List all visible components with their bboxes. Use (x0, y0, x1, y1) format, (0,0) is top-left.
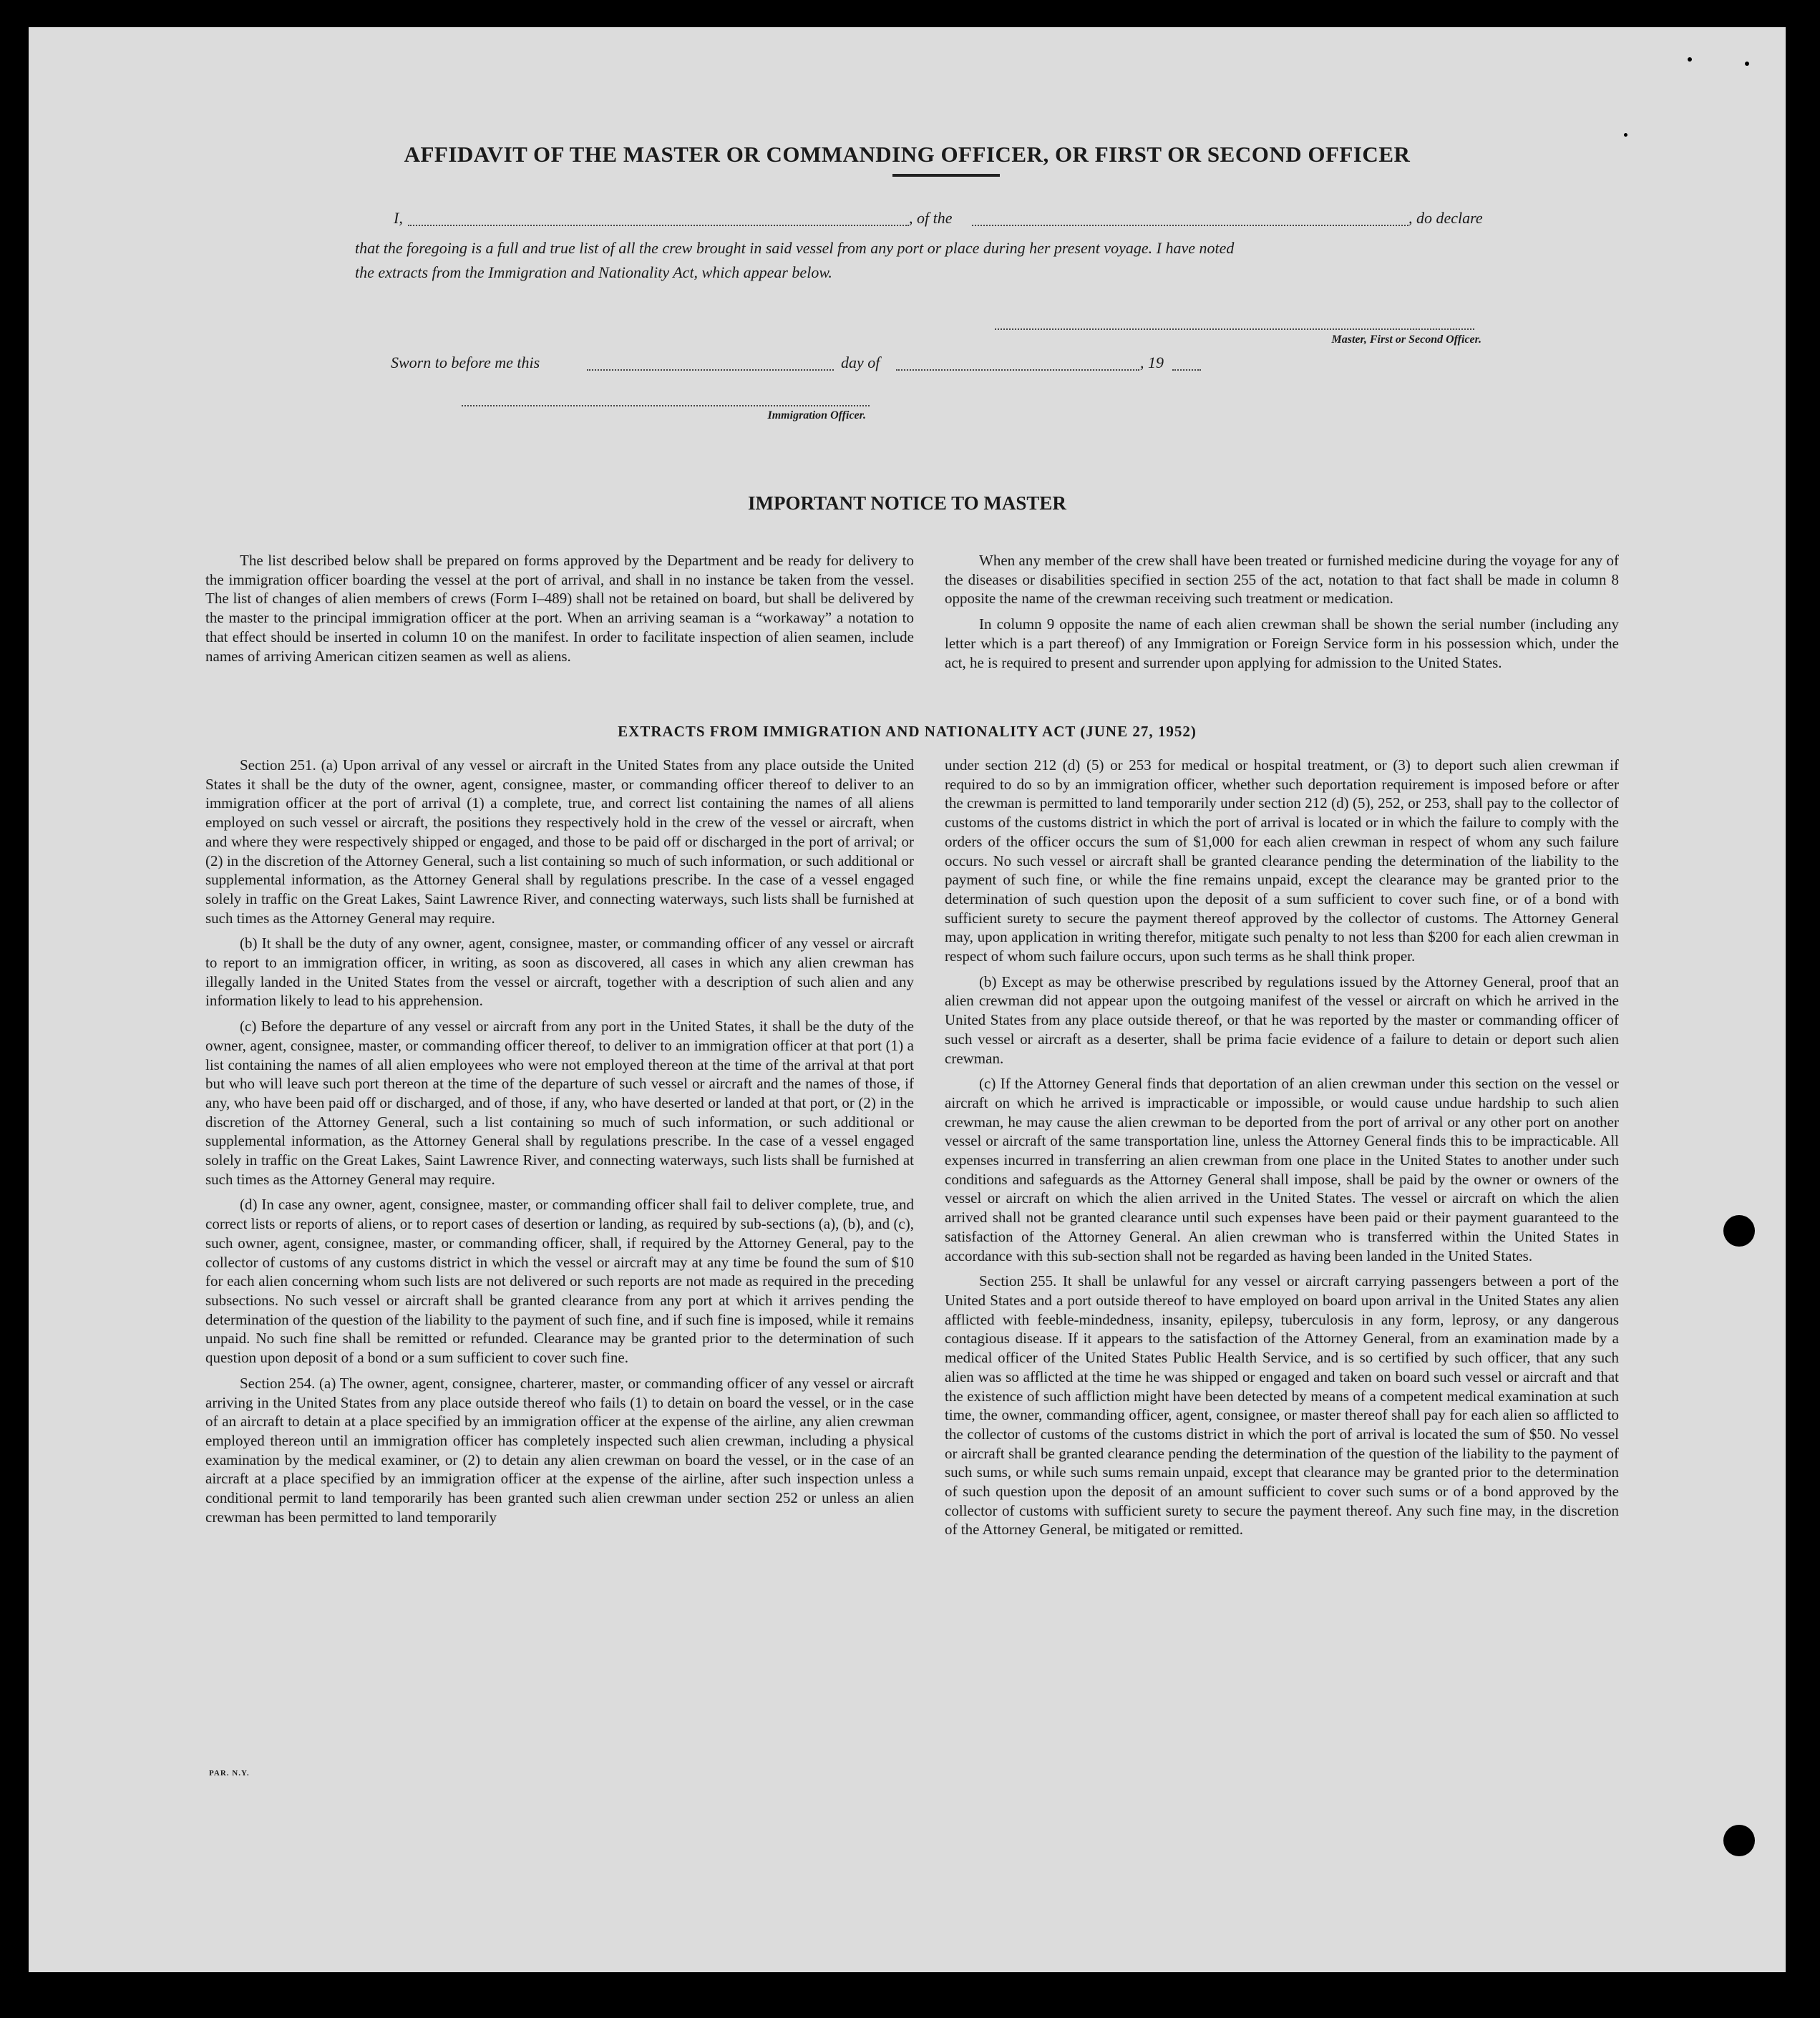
punch-hole-upper (1723, 1215, 1755, 1247)
sworn-month-field[interactable] (896, 369, 1139, 371)
label-of-the: , of the (909, 209, 953, 227)
notice-right-paragraph-2: In column 9 opposite the name of each alien crewman shall be shown the serial number (including any letter which is a part thereof) of any Immigration or Foreign Service form in his possession which, under the act, he is required to present and surrender upon applying for admission to the United States. (945, 615, 1619, 671)
sworn-day-field[interactable] (587, 369, 834, 371)
printer-mark: PAR. N.Y. (209, 1769, 250, 1778)
notice-right-paragraph-1: When any member of the crew shall have been treated or furnished medicine during the voyage for any of the diseases or disabilities specified in section 255 of the act, notation to that fact shall be made in column 8 opposite the name of the crewman receiving such treatment or medication. (945, 552, 1619, 608)
title-rule (892, 174, 1000, 177)
officer-signature-line[interactable] (462, 405, 870, 406)
affidavit-title: AFFIDAVIT OF THE MASTER OR COMMANDING OFFICER, OR FIRST OR SECOND OFFICER (404, 142, 1411, 167)
notice-heading: IMPORTANT NOTICE TO MASTER (748, 492, 1066, 514)
form-sheet (29, 27, 1786, 1972)
extracts-heading: EXTRACTS FROM IMMIGRATION AND NATIONALITY ACT (JUNE 27, 1952) (618, 723, 1197, 740)
extracts-left-column (205, 756, 914, 1533)
declaration-line-2: that the foregoing is a full and true list of all the crew brought in said vessel from any port or place during her present voyage. I have noted (355, 239, 1235, 257)
section-251-d: (d) In case any owner, agent, consignee, master, or commanding officer shall fail to deliver complete, true, and correct lists or reports of aliens, or to report cases of desertion or landing, as required by sub-sections (a), (b), and (c), such owner, agent, consignee, master, or commanding officer, shall, if required by the Attorney General, pay to the collector of customs of any customs district in which the vessel or aircraft may at any time be found the sum of $10 for each alien concerning whom such lists are not delivered or such reports are not made as required in the preceding subsections. No such vessel or aircraft shall be granted clearance from any port at which it arrives pending the determination of the question of the liability to the payment of such fine, and if such fine is imposed, while it remains unpaid. No such fine shall be remitted or refunded. Clearance may be granted prior to the determination of such question upon deposit of a bond or a sum sufficient to cover such fine. (205, 1196, 914, 1367)
section-251-b: (b) It shall be the duty of any owner, agent, consignee, master, or commanding officer of any vessel or aircraft to report to an immigration officer, in writing, as soon as discovered, all cases in which any alien crewman has illegally landed in the United States from the vessel or aircraft, together with a description of such alien and any information likely to lead to his apprehension. (205, 935, 914, 1010)
master-caption: Master, First or Second Officer. (1331, 333, 1481, 346)
label-year: , 19 (1140, 354, 1164, 371)
extracts-right-column (945, 756, 1619, 1546)
speck (1745, 62, 1749, 66)
section-251-a: Section 251. (a) Upon arrival of any vessel or aircraft in the United States from any place outside the United States it shall be the duty of the owner, agent, consignee, master, or commanding officer thereof to deliver to an immigration officer at the port of arrival (1) a complete, true, and correct list containing the names of all aliens employed on such vessel or aircraft, the positions they respectively hold in the crew of the vessel or aircraft, when and where they were respectively shipped or engaged, and those to be paid off or discharged in the port of arrival; or (2) in the discretion of the Attorney General, such a list containing so much of such information, or such additional or supplemental information, as the Attorney General shall by regulations prescribe. In the case of a vessel engaged solely in traffic on the Great Lakes, Saint Lawrence River, and connecting waterways, such lists shall be furnished at such times as the Attorney General may require. (205, 756, 914, 927)
section-254-c: (c) If the Attorney General finds that deportation of an alien crewman under this section on the vessel or aircraft on which he arrived is impracticable or impossible, or would cause undue hardship to such alien crewman, he may cause the alien crewman to be deported from the port of arrival or any other port on another vessel or aircraft of the same transportation line, unless the Attorney General finds this to be impracticable. All expenses incurred in transferring an alien crewman from one place in the United States to another under such conditions and safeguards as the Attorney General shall impose, shall be paid by the owner or owners of the vessel or aircraft on which the alien arrived in the United States. The vessel or aircraft on which the alien arrived shall not be granted clearance until such expenses have been paid or their payment guaranteed to the satisfaction of the Attorney General. An alien crewman who is transferred within the United States in accordance with this sub-section shall not be regarded as having been landed in the United States. (945, 1075, 1619, 1264)
section-251-c: (c) Before the departure of any vessel or aircraft from any port in the United States, it shall be the duty of the owner, agent, consignee, master, or commanding officer thereof, to deliver to an immigration officer at that port (1) a list containing the names of all alien employees who were not employed thereon at the time of the arrival at that port but who will leave such port thereon at the time of the departure of such vessel or aircraft and the names of those, if any, who have been paid off or discharged, and of those, if any, who have deserted or landed at that port, or (2) in the discretion of the Attorney General, such a list containing so much of such information, or such additional or supplemental information, as the Attorney General shall by regulations prescribe. In the case of a vessel engaged solely in traffic on the Great Lakes, Saint Lawrence River, and connecting waterways, such lists shall be furnished at such times as the Attorney General may require. (205, 1018, 914, 1188)
label-sworn: Sworn to before me this (391, 354, 540, 371)
master-signature-line[interactable] (995, 328, 1474, 330)
sworn-year-field[interactable] (1172, 369, 1201, 371)
label-i: I, (394, 209, 403, 227)
label-declare: , do declare (1408, 209, 1483, 227)
label-day-of: day of (841, 354, 880, 371)
section-255: Section 255. It shall be unlawful for any vessel or aircraft carrying passengers between a port of the United States and a port outside thereof to have employed on board upon arrival in the United States any alien afflicted with feeble-mindedness, insanity, epilepsy, tuberculosis in any form, leprosy, or any dangerous contagious disease. If it appears to the satisfaction of the Attorney General, from an examination made by a medical officer of the United States Public Health Service, and is so certified by such officer, that any such alien was so afflicted at the time he was shipped or engaged and taken on board such vessel or aircraft and that the existence of such affliction might have been detected by means of a competent medical examination at such time, the owner, commanding officer, agent, consignee, or master thereof shall pay for each alien so afflicted to the collector of customs of the customs district in which the port of arrival is located the sum of $50. No vessel or aircraft shall be granted clearance pending the determination of the question of the liability to the payment of such sums, or while such sums remain unpaid, except that clearance may be granted prior to the determination of such question upon the deposit of an amount sufficient to cover such sums or of a bond approved by the collector of customs with sufficient surety to secure the payment thereof. Any such fine may, in the discretion of the Attorney General, be mitigated or remitted. (945, 1272, 1619, 1539)
vessel-field[interactable] (972, 225, 1408, 226)
speck (1624, 133, 1627, 137)
declaration-line-3: the extracts from the Immigration and Nationality Act, which appear below. (355, 263, 832, 281)
section-254-b: (b) Except as may be otherwise prescribed by regulations issued by the Attorney General, proof that an alien crewman did not appear upon the outgoing manifest of the vessel or aircraft on which he arrived in the United States from any place outside thereof, or that he was reported by the master or commanding officer of such vessel or aircraft as a deserter, shall be prima facie evidence of a failure to detain or deport such alien crewman. (945, 973, 1619, 1067)
notice-right-column (945, 551, 1619, 678)
notice-left-column (205, 551, 914, 672)
section-254-a-continued: under section 212 (d) (5) or 253 for medical or hospital treatment, or (3) to deport such alien crewman if required to do so by an immigration officer, whether such deportation requirement is imposed before or after the crewman is permitted to land temporarily under section 212 (d) (5), 252, or 253, shall pay to the collector of customs of the customs district in which the port of arrival is located or in which the failure to comply with the orders of the officer occurs the sum of $1,000 for each alien crewman in respect of whom any such failure occurs. No such vessel or aircraft shall be granted clearance pending the determination of the liability to the payment of such fine, or while the fine remains unpaid, except the clearance may be granted prior to the determination of such question upon the deposit of a sum sufficient to cover such fine, or of a bond with sufficient surety to secure the payment thereof approved by the collector of customs. The Attorney General may, upon application in writing therefor, mitigate such penalty to not less than $200 for each alien crewman in respect of whom such failure occurs, upon such terms as he shall think proper. (945, 756, 1619, 965)
officer-caption: Immigration Officer. (767, 409, 866, 421)
punch-hole-lower (1723, 1825, 1755, 1856)
notice-left-paragraph: The list described below shall be prepared on forms approved by the Department and be ready for delivery to the immigration officer boarding the vessel at the port of arrival, and shall in no instance be taken from the vessel. The list of changes of alien members of crews (Form I–489) shall not be retained on board, but shall be delivered by the master to the principal immigration officer at the port. When an arriving seaman is a “workaway” a notation to that effect should be inserted in column 10 on the manifest. In order to facilitate inspection of alien seamen, include names of arriving American citizen seamen as well as aliens. (205, 552, 914, 665)
name-field[interactable] (408, 225, 909, 226)
section-254-a: Section 254. (a) The owner, agent, consignee, charterer, master, or commanding officer of any vessel or aircraft arriving in the United States from any place outside thereof who fails (1) to detain on board the vessel, or in the case of an aircraft to detain at a place specified by an immigration officer at the expense of the airline, any alien crewman employed thereon until an immigration officer has completely inspected such alien crewman, including a physical examination by the medical examiner, or (2) to detain any alien crewman on board the vessel, or in the case of an aircraft at a place specified by an immigration officer at the expense of the airline, after such inspection unless a conditional permit to land temporarily has been granted such alien crewman under section 252 or unless an alien crewman has been permitted to land temporarily (205, 1374, 914, 1526)
speck (1688, 57, 1692, 62)
